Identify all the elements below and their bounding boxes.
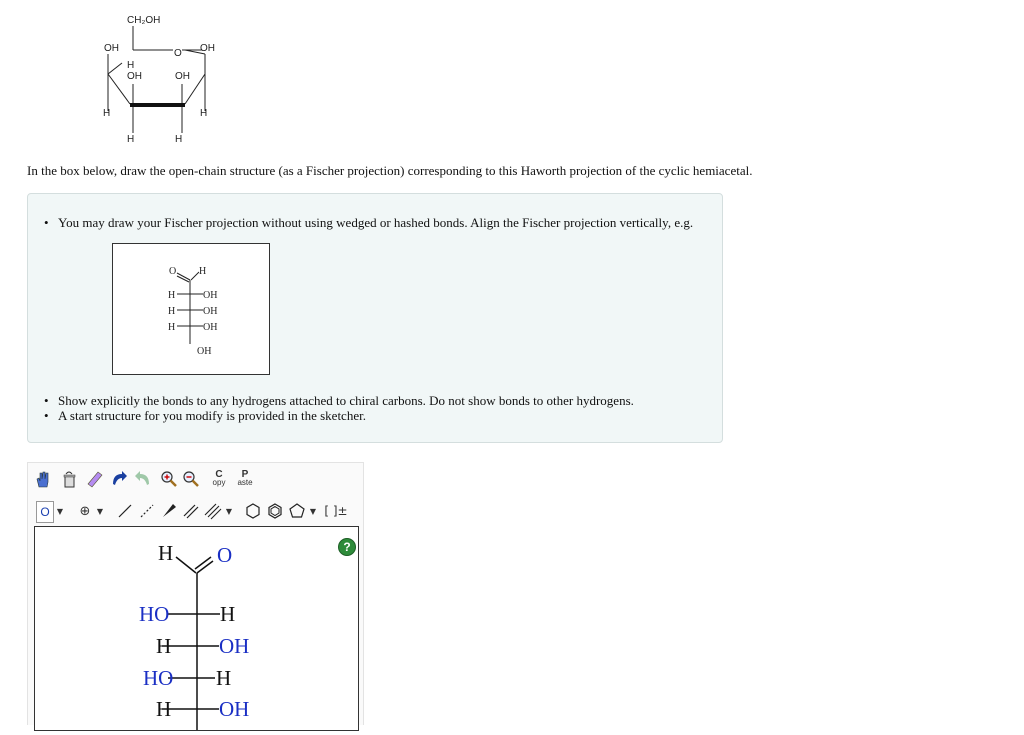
- paste-label-bottom: aste: [237, 478, 253, 487]
- sketch-row-1-right: H: [220, 602, 236, 626]
- redo-icon[interactable]: [132, 468, 154, 490]
- atom-dropdown-caret[interactable]: ▼: [56, 506, 64, 516]
- copy-label-bottom: opy: [212, 478, 226, 487]
- bond-dropdown-caret[interactable]: ▼: [225, 506, 233, 516]
- sketch-row-2-left: H: [156, 634, 172, 658]
- example-bonds: [177, 272, 203, 344]
- wedge-bond-icon[interactable]: [158, 500, 180, 522]
- ring-dropdown-caret[interactable]: ▼: [309, 506, 317, 516]
- atom-element-select[interactable]: O: [36, 501, 54, 523]
- triple-bond-icon[interactable]: [202, 500, 224, 522]
- bottom-h-right: H: [175, 134, 183, 145]
- sketch-fischer-projection: [35, 527, 358, 730]
- sketch-aldehyde-o: O: [217, 543, 233, 567]
- info-panel: [27, 193, 723, 443]
- zoom-in-icon[interactable]: [158, 468, 180, 490]
- hand-move-tool-icon[interactable]: [32, 468, 54, 490]
- example-fischer-projection: [113, 244, 269, 374]
- sketch-row-1-left: HO: [139, 602, 170, 626]
- c2-h-label: H: [127, 60, 135, 71]
- sketch-row-3-left: HO: [143, 666, 174, 690]
- right-oh-label: OH: [200, 43, 215, 54]
- sketcher-canvas[interactable]: [34, 526, 359, 731]
- instruction-text: In the box below, draw the open-chain structure (as a Fischer projection) corresponding to this Haworth projection of the cyclic hemiacetal.: [27, 163, 753, 178]
- dashed-bond-icon[interactable]: [136, 500, 158, 522]
- sketch-aldehyde-h: H: [158, 541, 174, 565]
- ch2oh-label: CH₂OH: [127, 15, 161, 26]
- bullet-dot: •: [44, 393, 49, 408]
- bullet-dot: •: [44, 215, 49, 230]
- example-row-3-left: H: [168, 322, 176, 333]
- paste-label-top: P: [241, 469, 249, 480]
- example-row-3-right: OH: [203, 322, 218, 333]
- example-row-2-right: OH: [203, 306, 218, 317]
- info-bullet-2: [44, 393, 634, 409]
- cyclohexane-ring-icon[interactable]: [242, 500, 264, 522]
- zoom-out-icon[interactable]: [180, 468, 202, 490]
- sketcher-panel: [27, 462, 364, 725]
- bullet-1-text: You may draw your Fischer projection without using wedged or hashed bonds. Align the Fischer projection vertically, e.g.: [58, 215, 694, 230]
- benzene-ring-icon[interactable]: [264, 500, 286, 522]
- c1-h-label: H: [103, 108, 111, 119]
- cyclopentane-ring-icon[interactable]: [286, 500, 308, 522]
- bracket-charge-button[interactable]: [ ]±: [324, 504, 348, 518]
- copy-button[interactable]: [208, 468, 230, 490]
- ring-oxygen-label: O: [174, 48, 182, 59]
- bottom-h-left: H: [127, 134, 135, 145]
- copy-label-top: C: [215, 469, 223, 480]
- paste-button[interactable]: [234, 468, 256, 490]
- info-bullet-3: [44, 408, 366, 424]
- double-bond-icon[interactable]: [180, 500, 202, 522]
- info-bullet-1: [44, 215, 694, 231]
- bullet-2-text: Show explicitly the bonds to any hydrogens attached to chiral carbons. Do not show bonds to other hydrogens.: [58, 393, 634, 408]
- example-row-1-left: H: [168, 290, 176, 301]
- single-bond-icon[interactable]: [114, 500, 136, 522]
- haworth-projection: [90, 8, 240, 148]
- c4-h-label: H: [200, 108, 208, 119]
- c2-oh-label: OH: [127, 71, 142, 82]
- c3-oh-label: OH: [175, 71, 190, 82]
- help-icon[interactable]: ?: [338, 538, 356, 556]
- sketch-row-4-left: H: [156, 697, 172, 721]
- left-oh-label: OH: [104, 43, 119, 54]
- example-fischer-box: [112, 243, 270, 375]
- eraser-icon[interactable]: [84, 468, 106, 490]
- example-h-top: H: [199, 266, 207, 277]
- charge-plus-icon[interactable]: ⊕: [79, 503, 91, 519]
- example-row-2-left: H: [168, 306, 176, 317]
- sketch-row-2-right: OH: [219, 634, 250, 658]
- clear-bin-icon[interactable]: [58, 468, 80, 490]
- example-o: O: [169, 266, 177, 277]
- sketch-row-3-right: H: [216, 666, 232, 690]
- example-bottom-oh: OH: [197, 346, 212, 357]
- undo-icon[interactable]: [108, 468, 130, 490]
- bullet-3-text: A start structure for you modify is provided in the sketcher.: [58, 408, 366, 423]
- example-row-1-right: OH: [203, 290, 218, 301]
- bullet-dot: •: [44, 408, 49, 423]
- charge-dropdown-caret[interactable]: ▼: [96, 506, 104, 516]
- sketch-row-4-right: OH: [219, 697, 250, 721]
